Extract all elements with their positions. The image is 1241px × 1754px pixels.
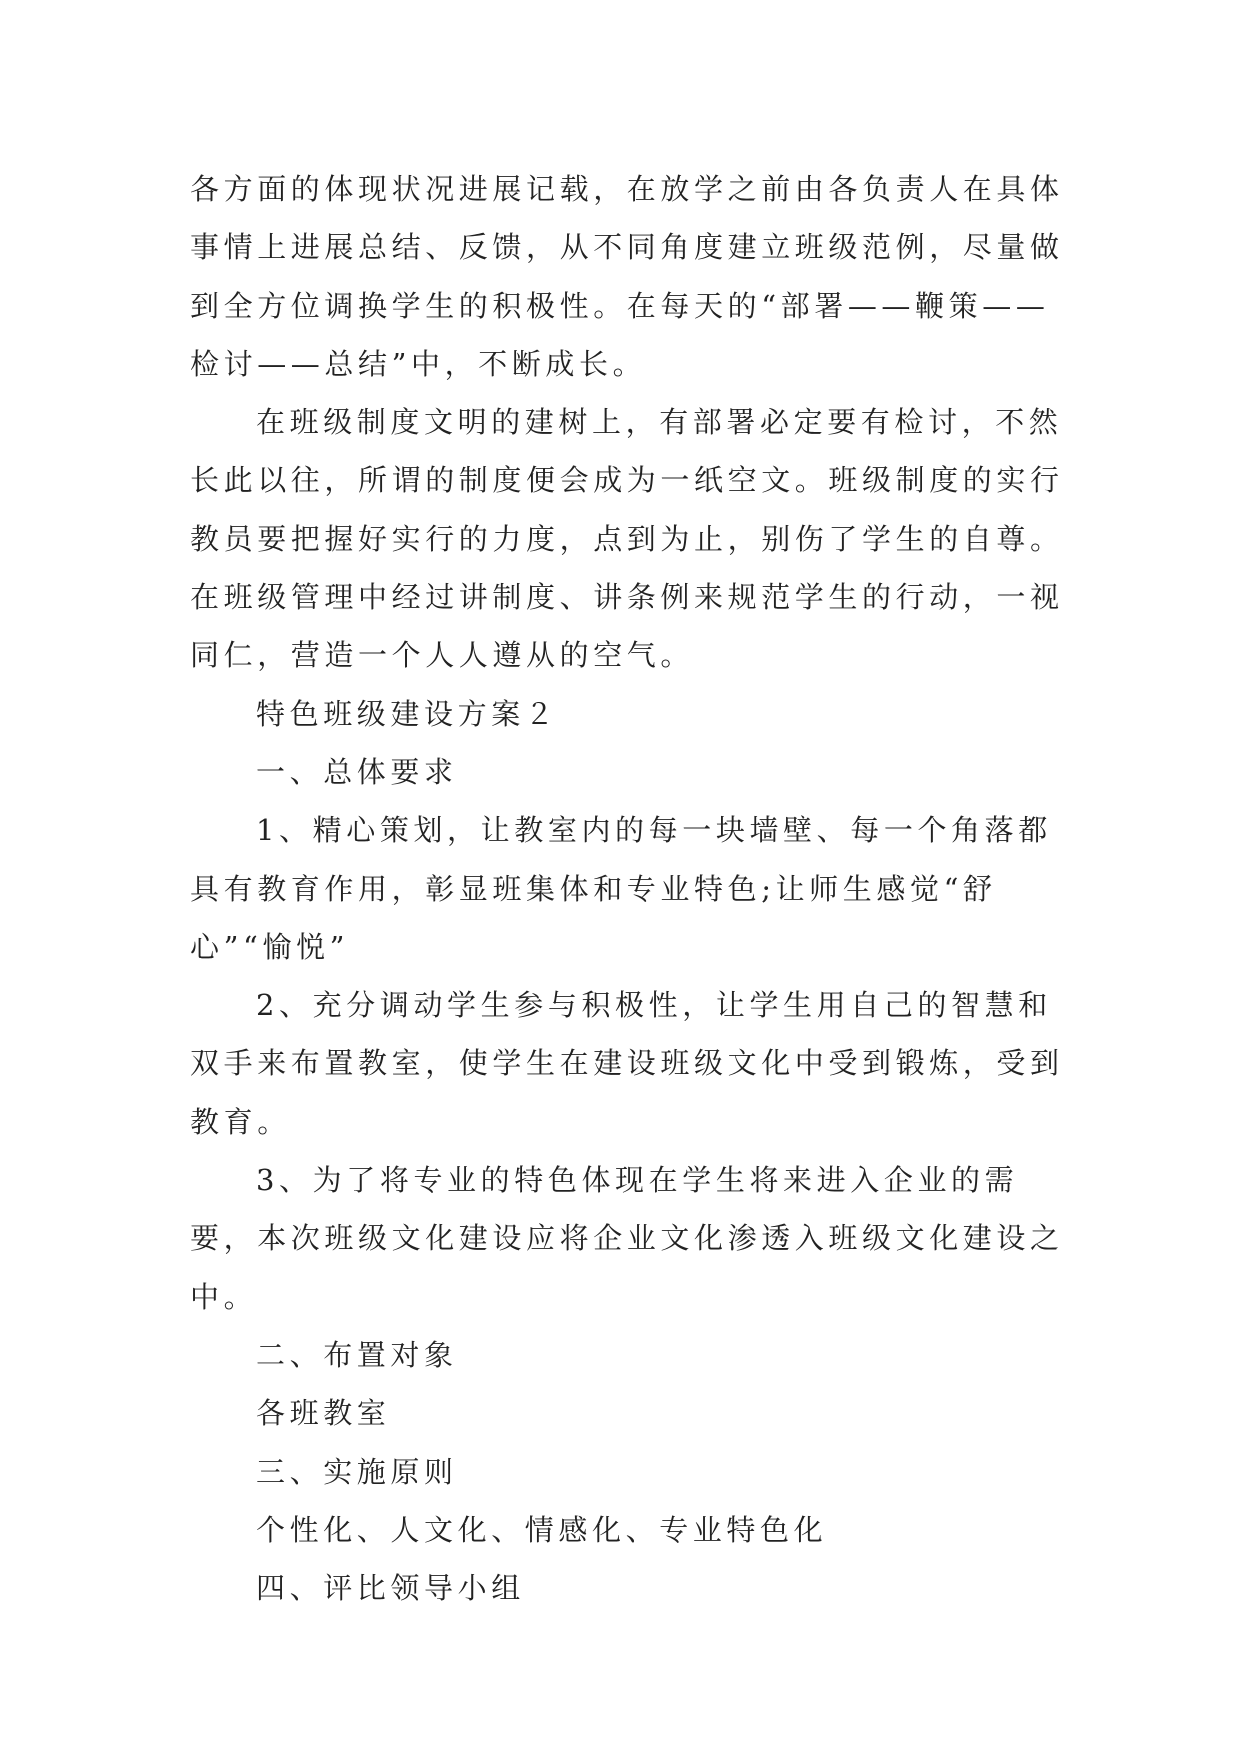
section-title: 特色班级建设方案２ xyxy=(256,696,559,731)
requirement-item-1: 1、精心策划，让教室内的每一块墙壁、每一个角落都具有教育作用，彰显班集体和专业特色;让师生感觉“舒心”“愉悦” xyxy=(190,813,1052,964)
heading-general-requirements: 一、总体要求 xyxy=(256,754,458,789)
paragraph-class-system: 在班级制度文明的建树上，有部署必定要有检讨，不然长此以往，所谓的制度便会成为一纸空文。班级制度的实行教员要把握好实行的力度，点到为止，别伤了学生的自尊。在班级管理中经过讲制度、讲条例来规范学生的行动，一视同仁，营造一个人人遵从的空气。 xyxy=(190,405,1064,673)
requirement-item-3: 3、为了将专业的特色体现在学生将来进入企业的需要，本次班级文化建设应将企业文化渗透入班级文化建设之中。 xyxy=(190,1163,1064,1314)
paragraph-continuation: 各方面的体现状况进展记载，在放学之前由各负责人在具体事情上进展总结、反馈，从不同角度建立班级范例，尽量做到全方位调换学生的积极性。在每天的“部署——鞭策——检讨——总结”中，不断成长。 xyxy=(190,172,1064,381)
layout-targets-text: 各班教室 xyxy=(256,1396,391,1431)
requirement-item-2: 2、充分调动学生参与积极性，让学生用自己的智慧和双手来布置教室，使学生在建设班级文化中受到锻炼，受到教育。 xyxy=(190,988,1064,1139)
principles-text: 个性化、人文化、情感化、专业特色化 xyxy=(256,1512,828,1547)
heading-principles: 三、实施原则 xyxy=(256,1454,458,1489)
document-body xyxy=(190,160,1070,1617)
heading-layout-targets: 二、布置对象 xyxy=(256,1337,458,1372)
heading-evaluation-group: 四、评比领导小组 xyxy=(256,1571,525,1606)
